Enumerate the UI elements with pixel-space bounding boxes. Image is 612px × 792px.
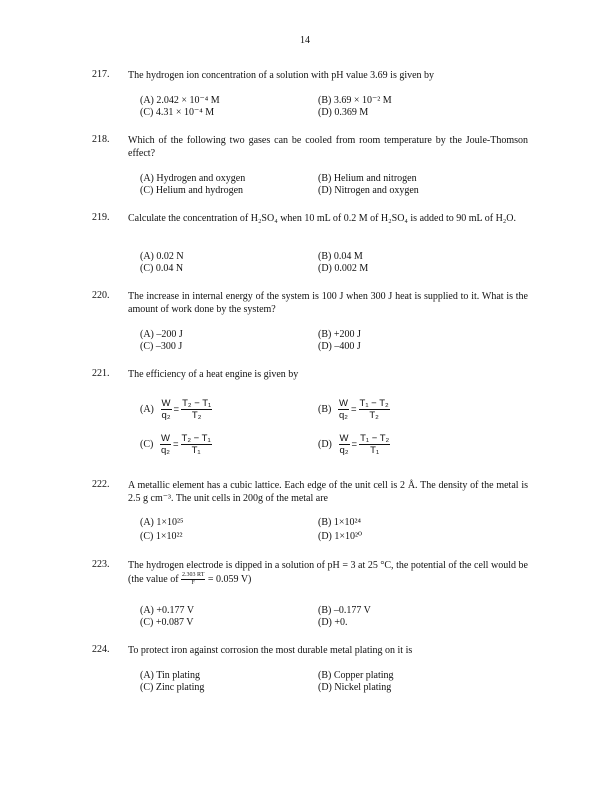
page-number: 14 bbox=[300, 35, 310, 46]
option-label: (B) bbox=[318, 404, 332, 415]
option-d[interactable]: (D) Nickel plating bbox=[318, 682, 392, 693]
option-d[interactable]: (D) 0.002 M bbox=[318, 263, 369, 274]
question-text: The hydrogen ion concentration of a solution with pH value 3.69 is given by bbox=[128, 70, 435, 81]
question-text: Calculate the concentration of H₂SO₄ when 10 mL of 0.2 M of H₂SO₄ is added to 90 mL of H₂O. bbox=[128, 213, 517, 224]
question-text-pre: The hydrogen electrode is dipped in a solution of pH = 3 at 25 °C, the potential of the cell would be (the value of bbox=[128, 560, 528, 585]
option-a[interactable] bbox=[140, 398, 212, 421]
question-text: Which of the following two gases can be cooled from room temperature by the Joule-Thomson effect? bbox=[128, 135, 528, 159]
option-b[interactable]: (B) +200 J bbox=[318, 329, 361, 340]
option-d[interactable]: (D) 1×10²⁰ bbox=[318, 531, 363, 542]
equals-sign: = bbox=[173, 404, 180, 415]
question-text: A metallic element has a cubic lattice. Each edge of the unit cell is 2 Å. The density of the metal is 2.5 g cm⁻³. The unit cells in 200g of the metal are bbox=[128, 480, 528, 504]
numerator: W bbox=[161, 398, 171, 409]
option-c[interactable]: (C) Helium and hydrogen bbox=[140, 185, 244, 196]
lhs-fraction bbox=[160, 433, 171, 456]
equals-sign: = bbox=[350, 404, 357, 415]
option-a[interactable]: (A) 1×10²⁵ bbox=[140, 517, 184, 528]
numerator: W bbox=[338, 398, 348, 409]
option-c[interactable]: (C) Zinc plating bbox=[140, 682, 205, 693]
option-c[interactable]: (C) +0.087 V bbox=[140, 617, 194, 628]
question-text-post: = 0.059 V) bbox=[207, 573, 252, 585]
question-number: 217. bbox=[92, 69, 110, 80]
option-b[interactable]: (B) 0.04 M bbox=[318, 251, 363, 262]
option-label: (D) bbox=[318, 439, 332, 450]
numerator: T₂ − T₁ bbox=[181, 433, 211, 444]
question-text bbox=[128, 559, 528, 587]
question-text: The efficiency of a heat engine is given by bbox=[128, 369, 299, 380]
option-a[interactable]: (A) Tin plating bbox=[140, 670, 201, 681]
option-d[interactable] bbox=[318, 433, 390, 456]
equals-sign: = bbox=[351, 439, 358, 450]
denominator: q₂ bbox=[161, 410, 171, 421]
numerator: W bbox=[160, 433, 170, 444]
lhs-fraction bbox=[338, 398, 349, 421]
numerator: T₁ − T₂ bbox=[360, 433, 390, 444]
value-fraction bbox=[181, 572, 205, 587]
option-d[interactable]: (D) +0. bbox=[318, 617, 348, 628]
option-label: (C) bbox=[140, 439, 154, 450]
rhs-fraction bbox=[181, 433, 212, 456]
denominator: q₂ bbox=[338, 410, 348, 421]
rhs-fraction bbox=[181, 398, 212, 421]
option-b[interactable]: (B) Helium and nitrogen bbox=[318, 173, 417, 184]
rhs-fraction bbox=[359, 433, 390, 456]
option-a[interactable]: (A) –200 J bbox=[140, 329, 183, 340]
option-c[interactable]: (C) 1×10²² bbox=[140, 531, 183, 542]
option-d[interactable]: (D) Nitrogen and oxygen bbox=[318, 185, 419, 196]
option-b[interactable] bbox=[318, 398, 390, 421]
option-c[interactable]: (C) 4.31 × 10⁻⁴ M bbox=[140, 107, 215, 118]
question-number: 223. bbox=[92, 559, 110, 570]
option-c[interactable]: (C) –300 J bbox=[140, 341, 183, 352]
denominator: q₂ bbox=[339, 445, 349, 456]
question-number: 221. bbox=[92, 368, 110, 379]
lhs-fraction bbox=[161, 398, 172, 421]
option-a[interactable]: (A) 0.02 N bbox=[140, 251, 184, 262]
denominator: T₁ bbox=[370, 445, 380, 456]
lhs-fraction bbox=[339, 433, 350, 456]
numerator: 2.303 RT bbox=[182, 572, 205, 578]
option-c[interactable]: (C) 0.04 N bbox=[140, 263, 184, 274]
question-number: 220. bbox=[92, 290, 110, 301]
numerator: T₂ − T₁ bbox=[182, 398, 212, 409]
option-a[interactable]: (A) Hydrogen and oxygen bbox=[140, 173, 246, 184]
question-text: The increase in internal energy of the system is 100 J when 300 J heat is supplied to it. What is the amount of work done by the system? bbox=[128, 291, 528, 315]
equals-sign: = bbox=[172, 439, 179, 450]
numerator: W bbox=[339, 433, 349, 444]
option-b[interactable]: (B) –0.177 V bbox=[318, 605, 371, 616]
option-b[interactable]: (B) 1×10²⁴ bbox=[318, 517, 361, 528]
question-number: 219. bbox=[92, 212, 110, 223]
option-d[interactable]: (D) 0.369 M bbox=[318, 107, 369, 118]
option-b[interactable]: (B) 3.69 × 10⁻² M bbox=[318, 95, 392, 106]
option-a[interactable]: (A) +0.177 V bbox=[140, 605, 195, 616]
option-c[interactable] bbox=[140, 433, 212, 456]
option-d[interactable]: (D) –400 J bbox=[318, 341, 361, 352]
option-a[interactable]: (A) 2.042 × 10⁻⁴ M bbox=[140, 95, 220, 106]
question-number: 222. bbox=[92, 479, 110, 490]
question-number: 218. bbox=[92, 134, 110, 145]
denominator: T₂ bbox=[369, 410, 379, 421]
question-text: To protect iron against corrosion the most durable metal plating on it is bbox=[128, 645, 413, 656]
numerator: T₁ − T₂ bbox=[359, 398, 389, 409]
denominator: T₁ bbox=[191, 445, 201, 456]
option-b[interactable]: (B) Copper plating bbox=[318, 670, 394, 681]
denominator: F bbox=[191, 580, 195, 586]
option-label: (A) bbox=[140, 404, 154, 415]
rhs-fraction bbox=[359, 398, 390, 421]
denominator: q₂ bbox=[160, 445, 170, 456]
question-number: 224. bbox=[92, 644, 110, 655]
denominator: T₂ bbox=[191, 410, 202, 421]
